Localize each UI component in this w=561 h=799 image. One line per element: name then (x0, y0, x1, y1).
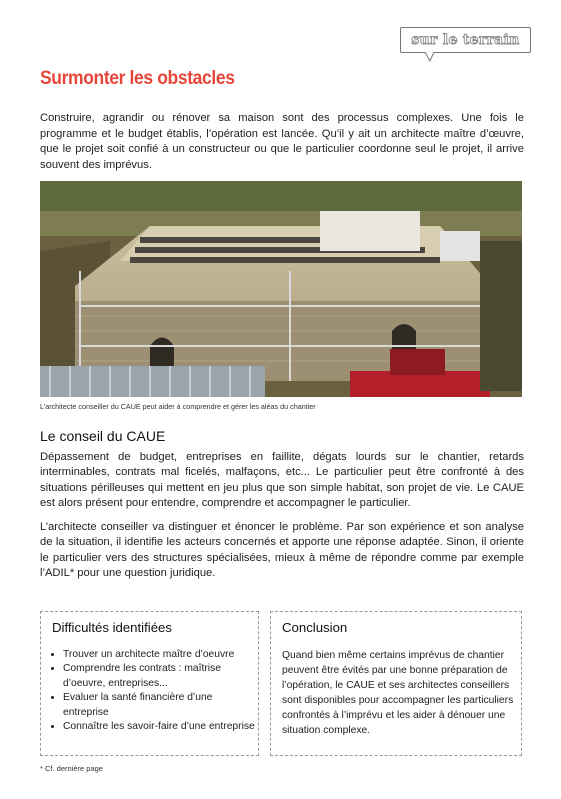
speech-bubble-tail-icon (425, 52, 435, 62)
section-heading: Le conseil du CAUE (40, 428, 166, 444)
intro-paragraph: Construire, agrandir ou rénover sa maison sont des processus complexes. Une fois le programme et le budget établis, l’opération est lancée. Qu’il y ait un architecte maître d’œuvre, que le projet soit confié à un constructeur ou que le particulier coordonne seul le projet, il arrive souvent des imprévus. (40, 112, 524, 171)
list-item: • Connaître les savoir-faire d’une entreprise (63, 720, 261, 734)
conclusion-text: Quand bien même certains imprévus de chantier peuvent être évités par une bonne préparation de l’opération, le CAUE et ses architectes conseillers sont disponibles pour accompagner les particuliers confrontés à l’imprévu et les aider à dénouer une situation complexe. (282, 650, 514, 737)
section-tag: sur le terrain (400, 27, 531, 53)
difficulties-list (51, 648, 261, 734)
list-item: • Comprendre les contrats : maîtrise d’oeuvre, entreprises... (63, 662, 261, 691)
difficulties-box (40, 611, 259, 756)
difficulties-title: Difficultés identifiées (52, 620, 172, 635)
page-title: Surmonter les obstacles (40, 68, 235, 89)
conclusion-title: Conclusion (282, 620, 348, 635)
list-item: • Evaluer la santé financière d’une entreprise (63, 691, 261, 720)
list-item: • Trouver un architecte maître d’oeuvre (63, 648, 261, 662)
body-paragraph-1: Dépassement de budget, entreprises en faillite, dégats lourds sur le chantier, retards interminables, contrats mal ficelés, malfaçons, etc... Le particulier peut être confronté à des situations périlleuses qui mettent en jeu plus que son simple habitat, son projet de vie. Le CAUE est alors présent pour entendre, comprendre et accompagner le particulier. (40, 451, 524, 510)
conclusion-box (270, 611, 522, 756)
construction-site-photo (40, 181, 522, 397)
body-paragraph-2: L’architecte conseiller va distinguer et énoncer le problème. Par son expérience et son analyse de la situation, il identifie les acteurs concernés et apporte une réponse adaptée. Sinon, il oriente le particulier vers des structures spécialisées, mieux à même de répondre comme par exemple l’ADIL* pour une question juridique. (40, 521, 524, 580)
footnote: * Cf. dernière page (40, 764, 103, 773)
photo-caption: L’architecte conseiller du CAUE peut aider à comprendre et gérer les aléas du chantier (40, 402, 316, 411)
